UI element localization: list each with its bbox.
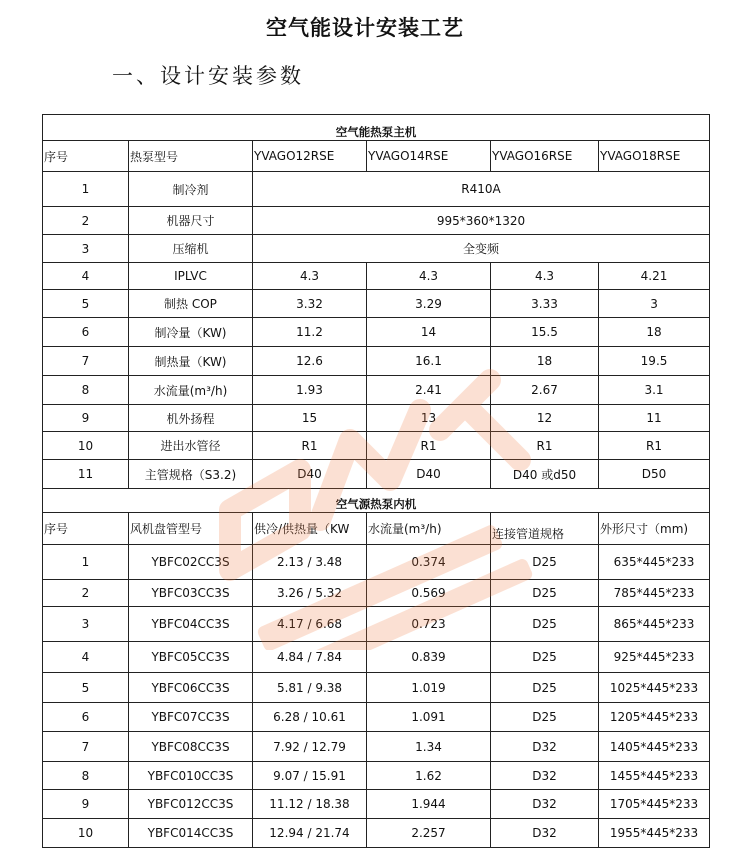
host-section-title: 空气能热泵主机 <box>43 115 710 141</box>
param-value: 19.5 <box>599 347 710 376</box>
flow-cell: 0.374 <box>367 545 491 580</box>
row-number: 1 <box>43 545 129 580</box>
model-cell: YBFC08CC3S <box>129 732 253 762</box>
param-value: 995*360*1320 <box>253 207 710 235</box>
param-name: 机外扬程 <box>129 405 253 432</box>
model-cell: YBFC010CC3S <box>129 762 253 790</box>
param-value: 4.3 <box>491 263 599 290</box>
table-row <box>43 235 710 263</box>
param-value: 12 <box>491 405 599 432</box>
size-cell: 1705*445*233 <box>599 790 710 819</box>
table-row <box>43 172 710 207</box>
flow-cell: 1.091 <box>367 703 491 732</box>
param-value: 3.32 <box>253 290 367 318</box>
row-number: 8 <box>43 376 129 405</box>
row-number: 11 <box>43 460 129 489</box>
param-value: 全变频 <box>253 235 710 263</box>
indoor-header-cell: 外形尺寸（mm) <box>599 513 710 545</box>
table-row <box>43 460 710 489</box>
table-row <box>43 819 710 848</box>
param-value: 3.29 <box>367 290 491 318</box>
model-cell: YBFC03CC3S <box>129 580 253 607</box>
pipe-cell: D25 <box>491 642 599 673</box>
param-value: 15.5 <box>491 318 599 347</box>
row-number: 9 <box>43 405 129 432</box>
size-cell: 865*445*233 <box>599 607 710 642</box>
pipe-cell: D32 <box>491 819 599 848</box>
table-row <box>43 432 710 460</box>
table-row <box>43 703 710 732</box>
param-value: 11 <box>599 405 710 432</box>
size-cell: 925*445*233 <box>599 642 710 673</box>
param-value: 1.93 <box>253 376 367 405</box>
param-value: 15 <box>253 405 367 432</box>
param-name: 制热 COP <box>129 290 253 318</box>
capacity-cell: 12.94 / 21.74 <box>253 819 367 848</box>
param-value: R1 <box>367 432 491 460</box>
indoor-header-row <box>43 513 710 545</box>
host-header-cell: 热泵型号 <box>129 141 253 172</box>
param-value: 16.1 <box>367 347 491 376</box>
row-number: 2 <box>43 580 129 607</box>
flow-cell: 0.569 <box>367 580 491 607</box>
capacity-cell: 2.13 / 3.48 <box>253 545 367 580</box>
size-cell: 1405*445*233 <box>599 732 710 762</box>
param-name: 水流量(m³/h) <box>129 376 253 405</box>
section-heading: 一、设计安装参数 <box>112 64 304 88</box>
indoor-header-cell: 风机盘管型号 <box>129 513 253 545</box>
param-value: 4.3 <box>253 263 367 290</box>
size-cell: 785*445*233 <box>599 580 710 607</box>
param-value: 11.2 <box>253 318 367 347</box>
param-value: 2.67 <box>491 376 599 405</box>
param-value: 2.41 <box>367 376 491 405</box>
table-row <box>43 545 710 580</box>
param-name: 制冷量（KW) <box>129 318 253 347</box>
pipe-cell: D32 <box>491 790 599 819</box>
pipe-cell: D32 <box>491 762 599 790</box>
param-value: 3.33 <box>491 290 599 318</box>
row-number: 6 <box>43 703 129 732</box>
model-cell: YBFC07CC3S <box>129 703 253 732</box>
table-row <box>43 207 710 235</box>
model-cell: YBFC014CC3S <box>129 819 253 848</box>
param-name: 主管规格（S3.2) <box>129 460 253 489</box>
table-row <box>43 607 710 642</box>
pipe-cell: D32 <box>491 732 599 762</box>
capacity-cell: 6.28 / 10.61 <box>253 703 367 732</box>
param-value: 13 <box>367 405 491 432</box>
row-number: 5 <box>43 673 129 703</box>
param-value: 4.21 <box>599 263 710 290</box>
param-value: R410A <box>253 172 710 207</box>
table-row <box>43 405 710 432</box>
param-value: 18 <box>599 318 710 347</box>
parameter-table <box>42 114 710 848</box>
table-row <box>43 290 710 318</box>
row-number: 4 <box>43 263 129 290</box>
table-row <box>43 580 710 607</box>
row-number: 3 <box>43 235 129 263</box>
param-value: R1 <box>253 432 367 460</box>
pipe-cell: D25 <box>491 703 599 732</box>
row-number: 10 <box>43 432 129 460</box>
param-value: D40 或d50 <box>491 460 599 489</box>
pipe-cell: D25 <box>491 580 599 607</box>
host-header-cell: YVAGO12RSE <box>253 141 367 172</box>
param-value: 3.1 <box>599 376 710 405</box>
model-cell: YBFC04CC3S <box>129 607 253 642</box>
capacity-cell: 4.17 / 6.68 <box>253 607 367 642</box>
param-value: 3 <box>599 290 710 318</box>
indoor-header-cell: 序号 <box>43 513 129 545</box>
param-name: 制热量（KW) <box>129 347 253 376</box>
capacity-cell: 9.07 / 15.91 <box>253 762 367 790</box>
row-number: 1 <box>43 172 129 207</box>
size-cell: 635*445*233 <box>599 545 710 580</box>
param-name: IPLVC <box>129 263 253 290</box>
capacity-cell: 7.92 / 12.79 <box>253 732 367 762</box>
table-row <box>43 790 710 819</box>
flow-cell: 0.723 <box>367 607 491 642</box>
table-row <box>43 318 710 347</box>
pipe-cell: D25 <box>491 607 599 642</box>
table-row <box>43 673 710 703</box>
table-row <box>43 732 710 762</box>
row-number: 4 <box>43 642 129 673</box>
capacity-cell: 5.81 / 9.38 <box>253 673 367 703</box>
row-number: 9 <box>43 790 129 819</box>
flow-cell: 0.839 <box>367 642 491 673</box>
capacity-cell: 3.26 / 5.32 <box>253 580 367 607</box>
row-number: 5 <box>43 290 129 318</box>
param-value: D40 <box>367 460 491 489</box>
flow-cell: 1.62 <box>367 762 491 790</box>
row-number: 8 <box>43 762 129 790</box>
host-header-row <box>43 141 710 172</box>
indoor-section-title: 空气源热泵内机 <box>43 489 710 513</box>
param-value: R1 <box>599 432 710 460</box>
size-cell: 1025*445*233 <box>599 673 710 703</box>
host-header-cell: YVAGO18RSE <box>599 141 710 172</box>
pipe-cell: D25 <box>491 545 599 580</box>
host-header-cell: 序号 <box>43 141 129 172</box>
size-cell: 1205*445*233 <box>599 703 710 732</box>
row-number: 7 <box>43 347 129 376</box>
pipe-cell: D25 <box>491 673 599 703</box>
model-cell: YBFC02CC3S <box>129 545 253 580</box>
param-name: 进出水管径 <box>129 432 253 460</box>
flow-cell: 1.944 <box>367 790 491 819</box>
row-number: 6 <box>43 318 129 347</box>
param-value: D40 <box>253 460 367 489</box>
page-title: 空气能设计安装工艺 <box>266 16 464 40</box>
capacity-cell: 11.12 / 18.38 <box>253 790 367 819</box>
flow-cell: 2.257 <box>367 819 491 848</box>
capacity-cell: 4.84 / 7.84 <box>253 642 367 673</box>
param-value: 12.6 <box>253 347 367 376</box>
row-number: 3 <box>43 607 129 642</box>
host-header-cell: YVAGO16RSE <box>491 141 599 172</box>
param-value: R1 <box>491 432 599 460</box>
indoor-header-cell: 供冷/供热量（KW <box>253 513 367 545</box>
flow-cell: 1.34 <box>367 732 491 762</box>
size-cell: 1455*445*233 <box>599 762 710 790</box>
indoor-header-cell: 连接管道规格 <box>491 513 599 545</box>
model-cell: YBFC05CC3S <box>129 642 253 673</box>
table-row <box>43 762 710 790</box>
param-value: 14 <box>367 318 491 347</box>
table-row <box>43 263 710 290</box>
table-row <box>43 642 710 673</box>
row-number: 2 <box>43 207 129 235</box>
model-cell: YBFC012CC3S <box>129 790 253 819</box>
table-row <box>43 347 710 376</box>
size-cell: 1955*445*233 <box>599 819 710 848</box>
host-header-cell: YVAGO14RSE <box>367 141 491 172</box>
model-cell: YBFC06CC3S <box>129 673 253 703</box>
param-value: 18 <box>491 347 599 376</box>
row-number: 10 <box>43 819 129 848</box>
indoor-header-cell: 水流量(m³/h) <box>367 513 491 545</box>
row-number: 7 <box>43 732 129 762</box>
flow-cell: 1.019 <box>367 673 491 703</box>
param-name: 压缩机 <box>129 235 253 263</box>
param-name: 制冷剂 <box>129 172 253 207</box>
param-name: 机器尺寸 <box>129 207 253 235</box>
table-row <box>43 376 710 405</box>
param-value: D50 <box>599 460 710 489</box>
param-value: 4.3 <box>367 263 491 290</box>
